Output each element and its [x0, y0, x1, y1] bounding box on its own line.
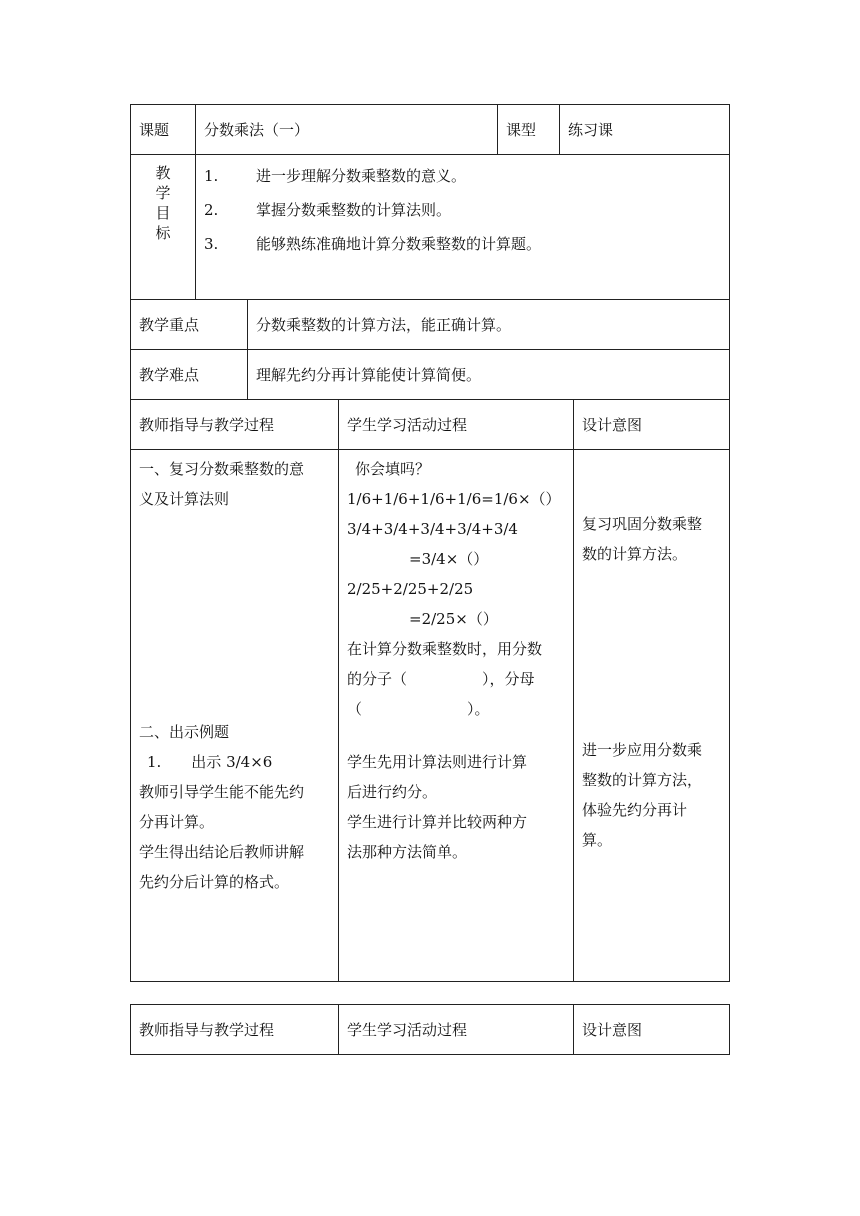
objectives-label: 教 学 目 标: [131, 155, 196, 300]
difficulty-label: 教学难点: [131, 350, 248, 400]
objectives-list: [196, 155, 730, 300]
section2-intent: 进一步应用分数乘 整数的计算方法， 体验先约分再计 算。: [582, 741, 703, 849]
intent-column-header: 设计意图: [574, 400, 730, 450]
teacher-process-cell: [131, 450, 339, 982]
student-column-header-2: 学生学习活动过程: [339, 1005, 574, 1055]
section1-intent: 复习巩固分数乘整 数的计算方法。: [582, 515, 703, 563]
key-point-value: 分数乘整数的计算方法，能正确计算。: [248, 300, 730, 350]
difficulty-value: 理解先约分再计算能使计算简便。: [248, 350, 730, 400]
teaching-process-table-continued: [130, 1004, 730, 1055]
topic-label: 课题: [131, 105, 196, 155]
type-label: 课型: [498, 105, 560, 155]
section1-teacher: 一、复习分数乘整数的意 义及计算法则: [139, 460, 305, 508]
teaching-process-table: [130, 399, 730, 982]
lesson-info-table: [130, 104, 730, 400]
section2-student: 学生先用计算法则进行计算 后进行约分。 学生进行计算并比较两种方 法那种方法简单。: [347, 753, 528, 861]
student-activity-cell: [339, 450, 574, 982]
section2-teacher: 二、出示例题 1. 出示 3/4×6 教师引导学生能不能先约 分再计算。 学生得出结论后教师讲解 先约分后计算的格式。: [139, 723, 305, 891]
objective-item: 1. 进一步理解分数乘整数的意义。: [204, 167, 467, 185]
student-column-header: 学生学习活动过程: [339, 400, 574, 450]
topic-value: 分数乘法（一）: [196, 105, 498, 155]
objective-item: 3. 能够熟练准确地计算分数乘整数的计算题。: [204, 235, 542, 253]
type-value: 练习课: [560, 105, 730, 155]
teacher-column-header-2: 教师指导与教学过程: [131, 1005, 339, 1055]
key-point-label: 教学重点: [131, 300, 248, 350]
objective-item: 2. 掌握分数乘整数的计算法则。: [204, 201, 452, 219]
design-intent-cell: [574, 450, 730, 982]
section1-student: 你会填吗？ 1/6+1/6+1/6+1/6=1/6×（） 3/4+3/4+3/4+3/4+3/4 =3/4×（） 2/25+2/25+2/25 =2/25×（） 在计算分数乘整数时，用分数 的分子（ ），分母 （ ）。: [347, 460, 561, 718]
intent-column-header-2: 设计意图: [574, 1005, 730, 1055]
teacher-column-header: 教师指导与教学过程: [131, 400, 339, 450]
